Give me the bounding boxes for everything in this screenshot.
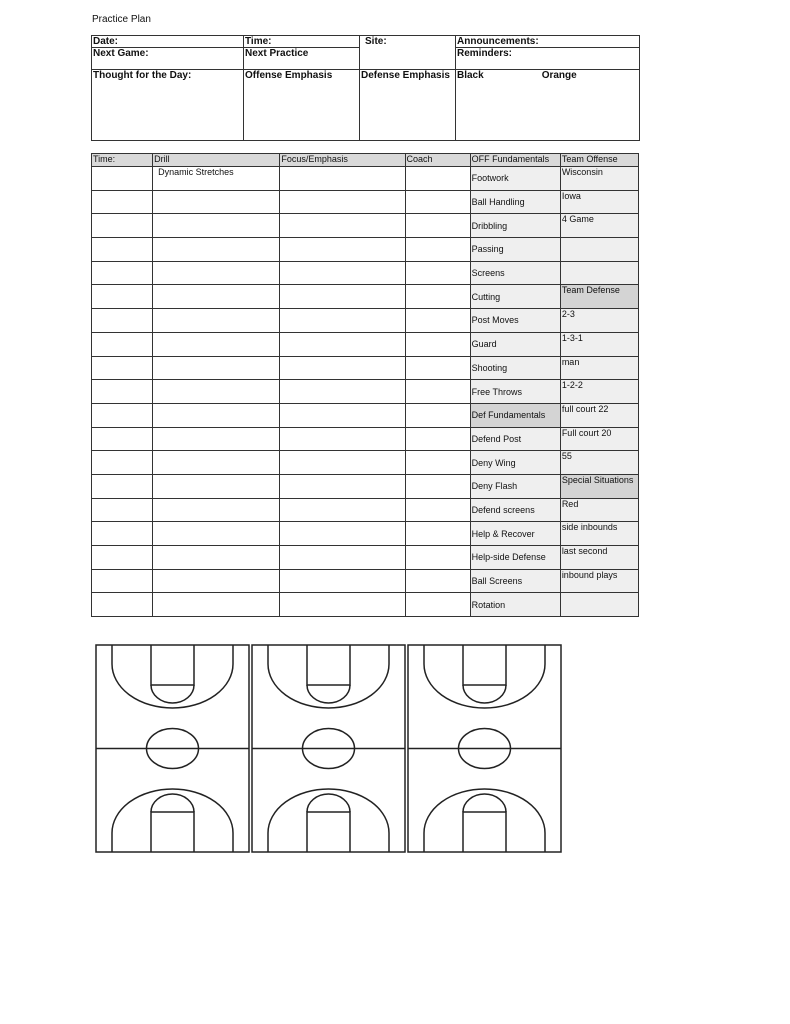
coach-cell[interactable] [405, 356, 470, 380]
team-cell[interactable]: full court 22 [560, 403, 638, 427]
fundamental-cell[interactable]: Ball Screens [470, 569, 560, 593]
drill-text [154, 309, 158, 319]
focus-cell[interactable] [280, 498, 405, 522]
next-practice-field[interactable]: Next Practice [244, 48, 360, 70]
drill-cell[interactable] [153, 285, 280, 309]
drill-cell[interactable] [153, 309, 280, 333]
next-game-field[interactable]: Next Game: [92, 48, 244, 70]
fundamental-cell[interactable]: Dribbling [470, 214, 560, 238]
time-cell[interactable] [92, 593, 153, 617]
drill-text [154, 262, 158, 272]
orange-label: Orange [541, 70, 577, 81]
fundamental-cell[interactable]: Rotation [470, 593, 560, 617]
time-cell[interactable] [92, 309, 153, 333]
time-cell[interactable] [92, 380, 153, 404]
drill-cell[interactable] [153, 403, 280, 427]
court-diagram[interactable] [252, 645, 405, 852]
focus-cell[interactable] [280, 451, 405, 475]
drill-text [154, 357, 158, 367]
drill-cell[interactable] [153, 261, 280, 285]
table-row [92, 309, 639, 333]
table-row [92, 190, 639, 214]
drill-text [154, 238, 158, 248]
table-row [92, 593, 639, 617]
schedule-header-row [92, 154, 639, 167]
drill-text [154, 570, 158, 580]
table-row [92, 569, 639, 593]
fundamental-cell[interactable]: Cutting [470, 285, 560, 309]
fundamental-cell[interactable]: Screens [470, 261, 560, 285]
team-cell[interactable]: 55 [560, 451, 638, 475]
team-cell[interactable] [560, 593, 638, 617]
fundamental-cell[interactable]: Ball Handling [470, 190, 560, 214]
focus-cell[interactable] [280, 546, 405, 570]
table-row [92, 522, 639, 546]
time-cell[interactable] [92, 356, 153, 380]
table-row [92, 332, 639, 356]
time-cell[interactable] [92, 214, 153, 238]
defense-emphasis-field[interactable]: Defense Emphasis [360, 70, 456, 141]
drill-text [154, 522, 158, 532]
team-cell[interactable]: last second [560, 546, 638, 570]
focus-cell[interactable] [280, 403, 405, 427]
coach-cell[interactable] [405, 403, 470, 427]
table-row [92, 167, 639, 191]
table-row [92, 214, 639, 238]
announcements-field[interactable]: Announcements: [456, 36, 640, 48]
coach-cell[interactable] [405, 332, 470, 356]
header-table [91, 35, 640, 141]
table-row [92, 285, 639, 309]
site-label: Site: [365, 36, 387, 47]
coach-cell[interactable] [405, 593, 470, 617]
drill-text [154, 333, 158, 343]
coach-cell[interactable] [405, 474, 470, 498]
drill-cell[interactable] [153, 167, 280, 191]
coach-cell[interactable] [405, 190, 470, 214]
focus-cell[interactable] [280, 190, 405, 214]
table-row [92, 380, 639, 404]
drill-text [154, 499, 158, 509]
team-cell[interactable]: man [560, 356, 638, 380]
time-cell[interactable] [92, 403, 153, 427]
drill-text [154, 404, 158, 414]
time-field[interactable]: Time: [244, 36, 360, 48]
site-field[interactable] [360, 36, 456, 70]
drill-text [154, 546, 158, 556]
offense-emphasis-field[interactable]: Offense Emphasis [244, 70, 360, 141]
time-cell[interactable] [92, 569, 153, 593]
coach-cell[interactable] [405, 285, 470, 309]
drill-cell[interactable] [153, 498, 280, 522]
drill-cell[interactable] [153, 190, 280, 214]
time-cell[interactable] [92, 427, 153, 451]
fundamental-cell[interactable]: Free Throws [470, 380, 560, 404]
drill-cell[interactable] [153, 332, 280, 356]
focus-cell[interactable] [280, 356, 405, 380]
team-cell[interactable]: 1-3-1 [560, 332, 638, 356]
drill-cell[interactable] [153, 238, 280, 262]
focus-cell[interactable] [280, 569, 405, 593]
team-cell[interactable]: 1-2-2 [560, 380, 638, 404]
team-cell[interactable]: Iowa [560, 190, 638, 214]
team-cell[interactable] [560, 238, 638, 262]
team-cell[interactable]: side inbounds [560, 522, 638, 546]
drill-text: Dynamic Stretches [158, 167, 234, 177]
team-cell[interactable]: Team Defense [560, 285, 638, 309]
drill-cell[interactable] [153, 546, 280, 570]
drill-text [154, 214, 158, 224]
focus-cell[interactable] [280, 380, 405, 404]
drill-text [154, 285, 158, 295]
drill-text [154, 475, 158, 485]
time-cell[interactable] [92, 546, 153, 570]
team-cell[interactable]: 4 Game [560, 214, 638, 238]
time-cell[interactable] [92, 522, 153, 546]
focus-cell[interactable] [280, 285, 405, 309]
time-cell[interactable] [92, 332, 153, 356]
drill-cell[interactable] [153, 593, 280, 617]
coach-cell[interactable] [405, 569, 470, 593]
fundamental-cell[interactable]: Deny Wing [470, 451, 560, 475]
focus-cell[interactable] [280, 167, 405, 191]
team-cell[interactable]: Special Situations [560, 474, 638, 498]
coach-cell[interactable] [405, 546, 470, 570]
coach-cell[interactable] [405, 451, 470, 475]
team-cell[interactable]: inbound plays [560, 569, 638, 593]
fundamental-cell[interactable]: Shooting [470, 356, 560, 380]
thought-field[interactable]: Thought for the Day: [92, 70, 244, 141]
court-diagram[interactable] [408, 645, 561, 852]
drill-text [154, 191, 158, 201]
fundamental-cell[interactable]: Footwork [470, 167, 560, 191]
team-cell[interactable]: 2-3 [560, 309, 638, 333]
table-row [92, 427, 639, 451]
drill-cell[interactable] [153, 569, 280, 593]
fundamental-cell[interactable]: Post Moves [470, 309, 560, 333]
schedule-table [91, 153, 639, 617]
focus-cell[interactable] [280, 309, 405, 333]
drill-text [154, 593, 158, 603]
time-cell[interactable] [92, 451, 153, 475]
table-row [92, 356, 639, 380]
drill-cell[interactable] [153, 427, 280, 451]
table-row [92, 546, 639, 570]
table-row [92, 474, 639, 498]
time-cell[interactable] [92, 167, 153, 191]
focus-cell[interactable] [280, 522, 405, 546]
drill-text [154, 451, 158, 461]
team-cell[interactable]: Full court 20 [560, 427, 638, 451]
fundamental-cell[interactable]: Help-side Defense [470, 546, 560, 570]
coach-cell[interactable] [405, 498, 470, 522]
time-cell[interactable] [92, 474, 153, 498]
focus-cell[interactable] [280, 427, 405, 451]
time-cell[interactable] [92, 261, 153, 285]
table-row [92, 261, 639, 285]
focus-cell[interactable] [280, 214, 405, 238]
date-field[interactable]: Date: [92, 36, 244, 48]
table-row [92, 451, 639, 475]
column-header: Coach [405, 154, 470, 167]
time-cell[interactable] [92, 190, 153, 214]
column-header: Time: [92, 154, 153, 167]
focus-cell[interactable] [280, 238, 405, 262]
black-label: Black [457, 70, 484, 81]
coach-cell[interactable] [405, 261, 470, 285]
time-cell[interactable] [92, 238, 153, 262]
team-cell[interactable]: Wisconsin [560, 167, 638, 191]
coach-cell[interactable] [405, 167, 470, 191]
column-header: Focus/Emphasis [280, 154, 405, 167]
drill-cell[interactable] [153, 451, 280, 475]
page-title: Practice Plan [92, 14, 151, 25]
coach-cell[interactable] [405, 522, 470, 546]
fundamental-cell[interactable]: Defend Post [470, 427, 560, 451]
table-row [92, 498, 639, 522]
column-header: Drill [153, 154, 280, 167]
fundamental-cell[interactable]: Help & Recover [470, 522, 560, 546]
court-diagrams [95, 644, 565, 859]
column-header: Team Offense [560, 154, 638, 167]
drill-cell[interactable] [153, 474, 280, 498]
table-row [92, 238, 639, 262]
team-cell[interactable]: Red [560, 498, 638, 522]
coach-cell[interactable] [405, 427, 470, 451]
court-diagram[interactable] [96, 645, 249, 852]
drill-cell[interactable] [153, 214, 280, 238]
column-header: OFF Fundamentals [470, 154, 560, 167]
fundamental-cell[interactable]: Deny Flash [470, 474, 560, 498]
fundamental-cell[interactable]: Passing [470, 238, 560, 262]
fundamental-cell[interactable]: Guard [470, 332, 560, 356]
coach-cell[interactable] [405, 309, 470, 333]
table-row [92, 403, 639, 427]
focus-cell[interactable] [280, 261, 405, 285]
focus-cell[interactable] [280, 474, 405, 498]
team-cell[interactable] [560, 261, 638, 285]
drill-text [154, 380, 158, 390]
courts-svg [95, 644, 565, 854]
drill-text [154, 428, 158, 438]
drill-cell[interactable] [153, 522, 280, 546]
coach-cell[interactable] [405, 238, 470, 262]
drill-cell[interactable] [153, 356, 280, 380]
coach-cell[interactable] [405, 380, 470, 404]
time-cell[interactable] [92, 285, 153, 309]
fundamental-cell[interactable]: Defend screens [470, 498, 560, 522]
drill-cell[interactable] [153, 380, 280, 404]
coach-cell[interactable] [405, 214, 470, 238]
focus-cell[interactable] [280, 332, 405, 356]
fundamental-cell[interactable]: Def Fundamentals [470, 403, 560, 427]
teams-field[interactable] [456, 70, 640, 141]
reminders-field[interactable]: Reminders: [456, 48, 640, 70]
focus-cell[interactable] [280, 593, 405, 617]
time-cell[interactable] [92, 498, 153, 522]
